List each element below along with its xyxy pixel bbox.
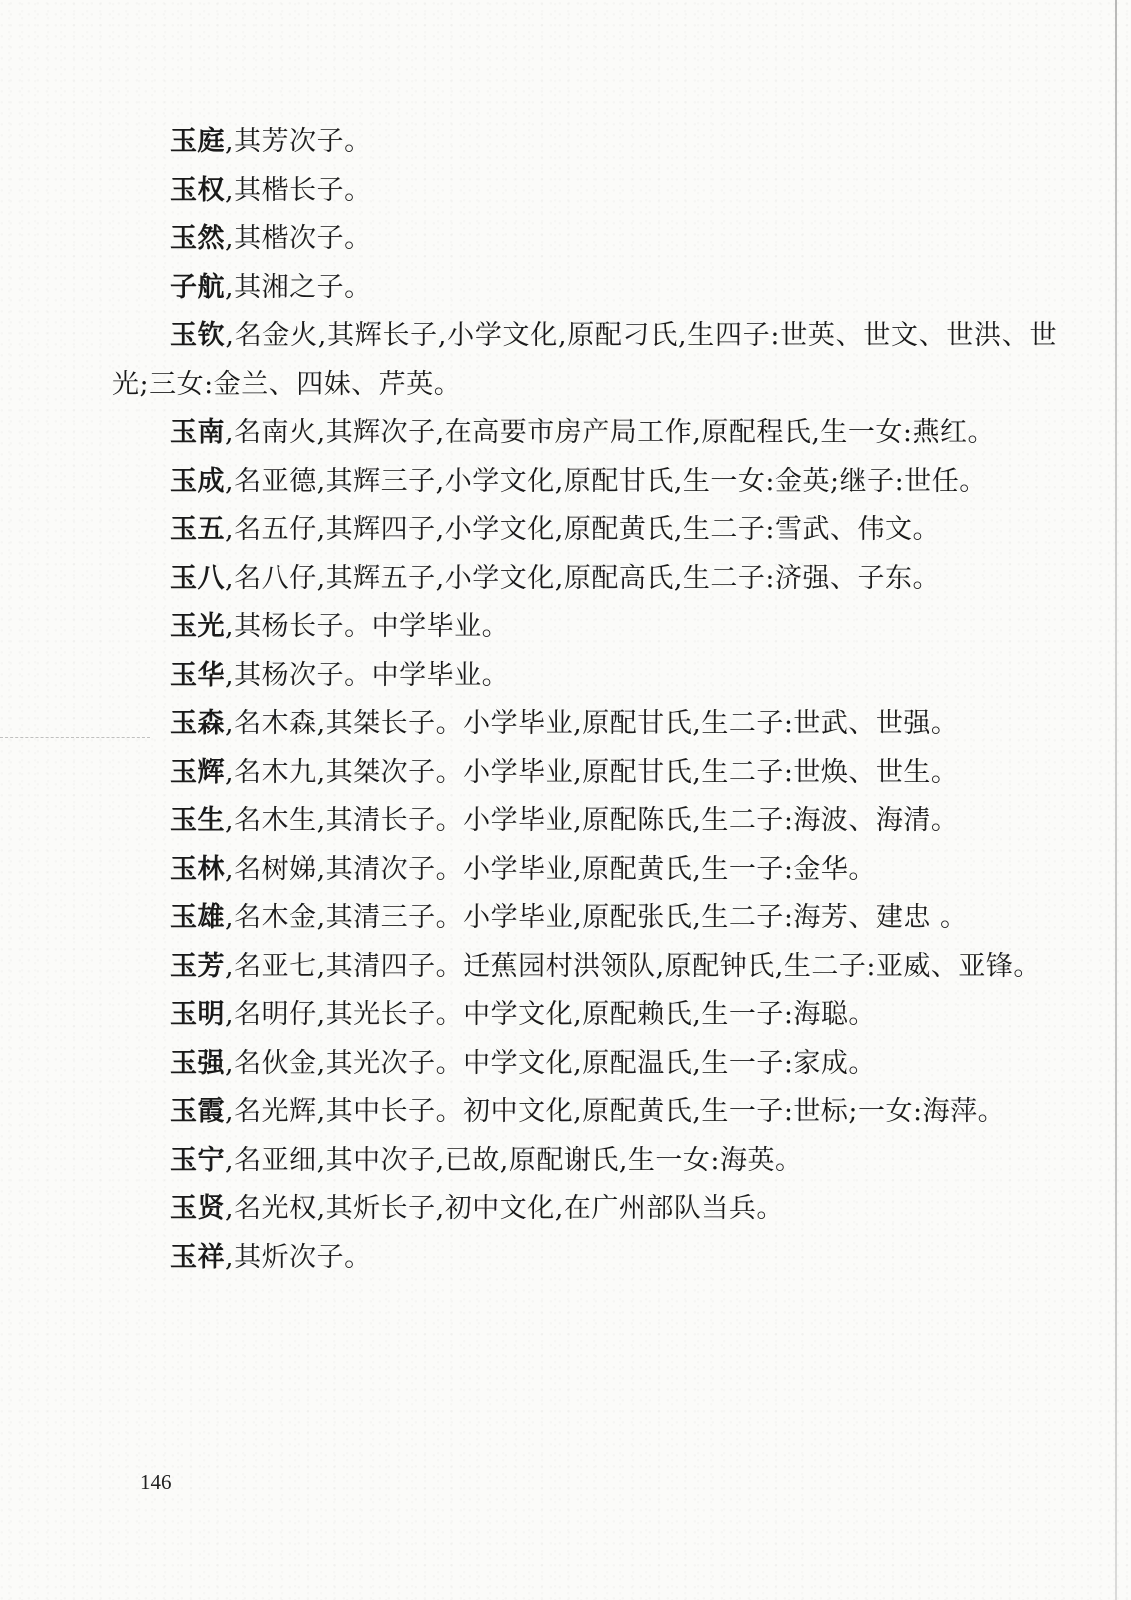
- entry-text: ,其湘之子。: [225, 271, 372, 303]
- entry-text: ,其杨次子。中学毕业。: [225, 659, 510, 691]
- entry-name: 玉南: [170, 417, 225, 448]
- entry: [112, 312, 1057, 409]
- entry-name: 玉华: [170, 659, 225, 691]
- entry-name: 玉明: [170, 999, 225, 1030]
- entry: [112, 264, 1057, 313]
- entry: [112, 1088, 1057, 1137]
- entry-text: ,名木生,其清长子。小学毕业,原配陈氏,生二子:海波、海清。: [225, 805, 959, 836]
- entry-text: ,名光辉,其中长子。初中文化,原配黄氏,生一子:世标;一女:海萍。: [225, 1096, 1006, 1127]
- page-number: 146: [140, 1470, 172, 1494]
- entry: [112, 506, 1057, 555]
- entry-text: ,名金火,其辉长子,小学文化,原配刁氏,生四子:世英、世文、世洪、世光;三女:金兰、四妹、芹英。: [112, 320, 1057, 400]
- entry: [112, 1040, 1057, 1089]
- entry-name: 玉庭: [170, 126, 225, 157]
- entry: [112, 797, 1057, 846]
- entry-name: 玉光: [170, 611, 225, 642]
- entry: [112, 215, 1057, 264]
- entry-name: 玉钦: [170, 320, 226, 351]
- genealogy-entries: [112, 118, 1057, 1282]
- entry-name: 玉然: [170, 223, 225, 254]
- entry-text: ,名伙金,其光次子。中学文化,原配温氏,生一子:家成。: [225, 1047, 876, 1079]
- entry: [112, 118, 1057, 167]
- entry-name: 玉生: [170, 805, 225, 836]
- entry-text: ,其楷长子。: [225, 174, 372, 206]
- entry-text: ,其杨长子。中学毕业。: [225, 611, 510, 642]
- entry: [112, 1185, 1057, 1234]
- entry: [112, 603, 1057, 652]
- entry-name: 玉辉: [170, 756, 225, 788]
- entry-text: ,其炘次子。: [225, 1241, 372, 1273]
- entry-text: ,其芳次子。: [225, 126, 372, 157]
- entry-name: 玉成: [170, 465, 225, 497]
- entry: [112, 458, 1057, 507]
- entry-text: ,名南火,其辉次子,在高要市房产局工作,原配程氏,生一女:燕红。: [225, 417, 996, 448]
- entry-name: 子航: [170, 271, 225, 303]
- entry-name: 玉五: [170, 514, 225, 545]
- entry: [112, 700, 1057, 749]
- entry-text: ,名光权,其炘长子,初中文化,在广州部队当兵。: [225, 1193, 784, 1224]
- entry-name: 玉芳: [170, 950, 225, 982]
- entry: [112, 846, 1057, 895]
- entry-text: ,名木金,其清三子。小学毕业,原配张氏,生二子:海芳、建忠 。: [225, 902, 968, 933]
- entry-name: 玉霞: [170, 1096, 225, 1127]
- entry: [112, 749, 1057, 798]
- entry-name: 玉林: [170, 853, 225, 885]
- entry-text: ,名木九,其桀次子。小学毕业,原配甘氏,生二子:世焕、世生。: [225, 756, 959, 788]
- entry-text: ,名五仔,其辉四子,小学文化,原配黄氏,生二子:雪武、伟文。: [225, 514, 941, 545]
- entry: [112, 894, 1057, 943]
- entry: [112, 167, 1057, 216]
- scan-edge-line: [1115, 0, 1117, 1600]
- entry: [112, 555, 1057, 604]
- entry-text: ,名明仔,其光长子。中学文化,原配赖氏,生一子:海聪。: [225, 999, 876, 1030]
- entry: [112, 409, 1057, 458]
- entry-text: ,名树娣,其清次子。小学毕业,原配黄氏,生一子:金华。: [225, 853, 876, 885]
- entry: [112, 1137, 1057, 1186]
- entry-text: ,名亚德,其辉三子,小学文化,原配甘氏,生一女:金英;继子:世任。: [225, 465, 987, 497]
- entry: [112, 652, 1057, 701]
- entry-name: 玉贤: [170, 1193, 225, 1224]
- entry-text: ,名亚七,其清四子。迁蕉园村洪领队,原配钟氏,生二子:亚威、亚锋。: [225, 950, 1041, 982]
- entry-text: ,名亚细,其中次子,已故,原配谢氏,生一女:海英。: [225, 1144, 803, 1176]
- entry-name: 玉宁: [170, 1144, 225, 1176]
- entry-name: 玉祥: [170, 1241, 225, 1273]
- entry-name: 玉森: [170, 708, 225, 739]
- entry-name: 玉权: [170, 174, 225, 206]
- entry: [112, 991, 1057, 1040]
- entry-name: 玉强: [170, 1047, 225, 1079]
- entry-text: ,名八仔,其辉五子,小学文化,原配高氏,生二子:济强、子东。: [225, 562, 941, 594]
- entry: [112, 943, 1057, 992]
- entry-name: 玉八: [170, 562, 225, 594]
- entry: [112, 1234, 1057, 1283]
- entry-name: 玉雄: [170, 902, 225, 933]
- entry-text: ,名木森,其桀长子。小学毕业,原配甘氏,生二子:世武、世强。: [225, 708, 959, 739]
- entry-text: ,其楷次子。: [225, 223, 372, 254]
